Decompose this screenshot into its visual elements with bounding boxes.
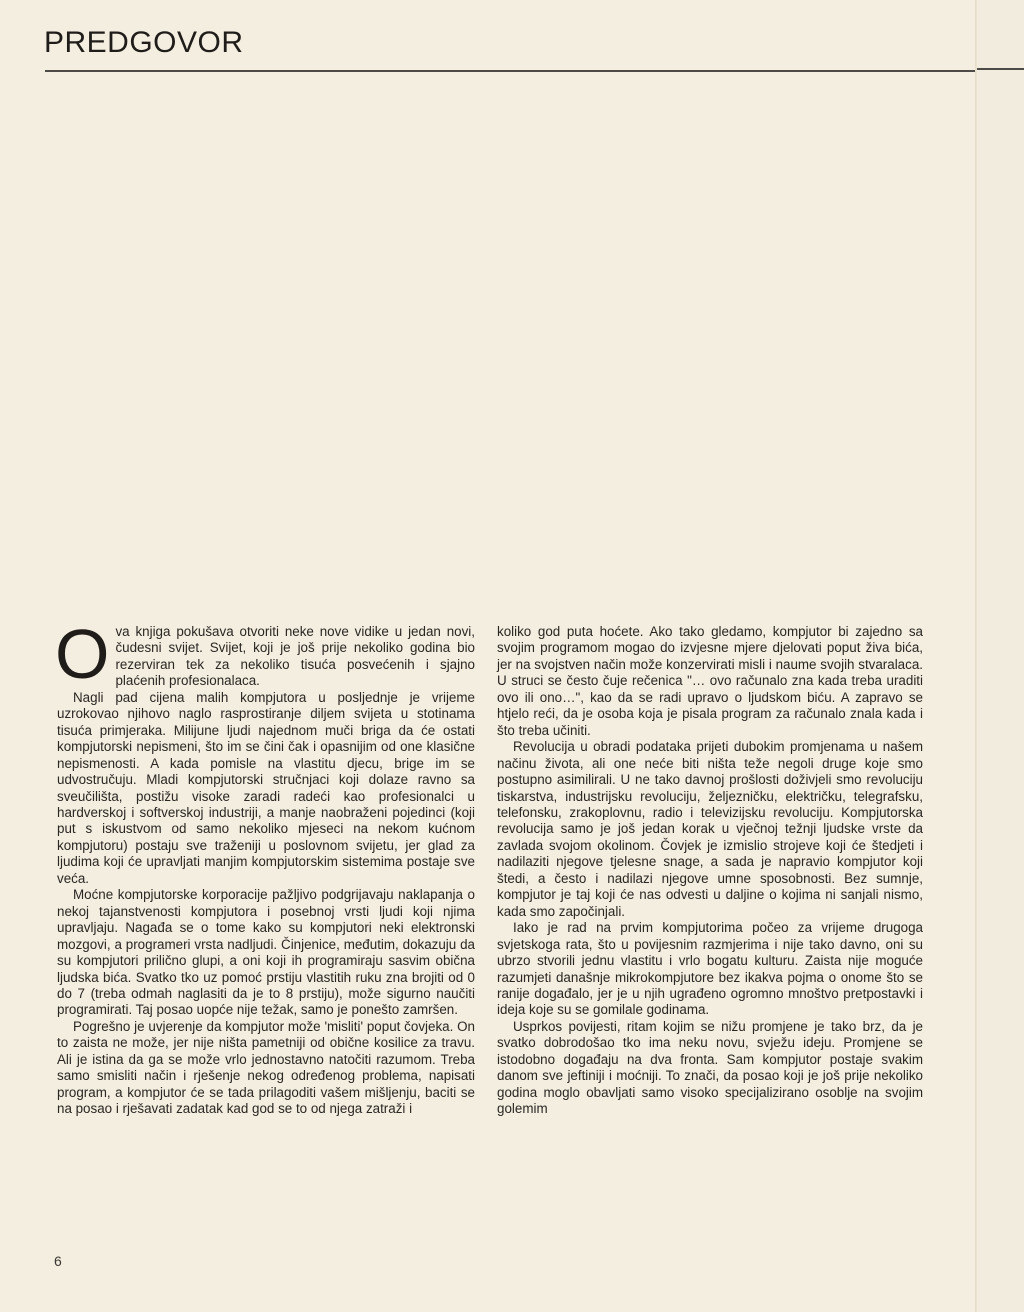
page-gutter xyxy=(975,0,977,1312)
paragraph xyxy=(55,615,475,693)
paragraph: Usprkos povijesti, ritam kojim se nižu promjene je tako brz, da je svatko dobrodošao tko ima neku novu, svježu ideju. Promjene se istodobno događaju na dva fronta. Sam kompjutor postaje svakim danom sve jeftiniji i moćniji. To znači, da posao koji je još prije nekoliko godina moglo obavljati samo visoko specijalizirano osoblje na svojim golemim xyxy=(497,1018,923,1117)
paragraph: Revolucija u obradi podataka prijeti dubokim promjenama u našem načinu života, ali one neće biti ništa teže negoli druge koje smo postupno asimilirali. U ne tako davnoj prošlosti doživjeli smo revoluciju tiskarstva, industrijsku revoluciju, željezničku, električku, telegrafsku, telefonsku, zrakoplovnu, radio i televizijsku revoluciju. Kompjutorska revolucija samo je još jedan korak u vječnoj težnji ljudske vrste da zavlada svojom okolinom. Čovjek je izmislio strojeve koji će štedjeti i nadilaziti njegove tjelesne snage, a sada je napravio kompjutor koji štedi, a često i nadilazi njegove umne sposobnosti. Bez sumnje, kompjutor je taj koji će nas odvesti u daljine o kojima ni sanjali nismo, kada smo započinjali. xyxy=(497,739,923,919)
chapter-title: PREDGOVOR xyxy=(44,26,244,59)
paragraph: Iako je rad na prvim kompjutorima počeo za vrijeme drugoga svjetskoga rata, što u povijesnim razmjerima i nije tako davno, oni su ubrzo stvorili jednu vlastitu i vrlo bogatu kulturu. Zaista nije moguće razumjeti današnje mikrokompjutore bez ikakva pojma o onome što se ranije događalo, jer je u njih ugrađeno ogromno mnoštvo pretpostavki i ideja koje su se gomilale godinama. xyxy=(497,920,923,1018)
page-number: 6 xyxy=(54,1253,62,1269)
paragraph: Moćne kompjutorske korporacije pažljivo podgrijavaju naklapanja o nekoj tajanstvenosti kompjutora i posebnoj vrsti ljudi koji njima upravljaju. Nagađa se o tome kako su kompjutori neki elektronski mozgovi, a programeri vrsta nadljudi. Činjenice, međutim, dokazuju da su kompjutori prilično glupi, a oni koji ih programiraju sasvim obična ljudska bića. Svatko tko uz pomoć prstiju vlastitih ruku zna brojiti od 0 do 7 (treba odmah naglasiti da je to 8 prstiju), može sigurno naučiti programirati. Taj posao uopće nije težak, samo je ponešto zamršen. xyxy=(57,887,475,1018)
paragraph: Nagli pad cijena malih kompjutora u posljednje je vrijeme uzrokovao njihovo naglo rasprostiranje diljem svijeta u stotinama tisuća primjeraka. Milijune ljudi najednom muči briga da će ostati kompjutorski nepismeni, što im se čini čak i opasnijim od one klasične nepismenosti. A kada pomisle na vlastitu djecu, brige im se udvostručuju. Mladi kompjutorski stručnjaci koji dolaze ravno sa sveučilišta, postižu visoke zaradi radeći kao profesionalci u hardverskoj i softverskoj industriji, a manje naobraženi pojedinci (koji put s iskustvom od samo nekoliko mjeseci na nekom kućnom kompjutoru) postaju sve traženiji u poslovnom svijetu, jer glad za ljudima koji će upravljati manjim kompjutorskim sistemima postaje sve veća. xyxy=(57,689,475,886)
left-column xyxy=(55,615,475,1118)
drop-cap: O xyxy=(55,615,110,693)
paragraph-text: va knjiga pokušava otvoriti neke nove vidike u jedan novi, čudesni svijet. Svijet, koji je još prije nekoliko godina bio rezerviran tek za nekoliko tisuća posvećenih i sjajno plaćenih profesionalaca. xyxy=(115,624,475,689)
adjacent-page-rule xyxy=(977,68,1024,70)
right-column xyxy=(497,624,923,1118)
paragraph: koliko god puta hoćete. Ako tako gledamo, kompjutor bi zajedno sa svojim programom mogao do izvjesne mjere djelovati poput živa bića, jer na svojstven način može konzervirati misli i naume svojih stvaralaca. U struci se često čuje rečenica "… ovo računalo zna kada treba uraditi ovo ili ono…", kao da se radi upravo o ljudskom biću. A zapravo se htjelo reći, da je osoba koja je pisala program za računalo znala kada i što treba učiniti. xyxy=(497,624,923,738)
title-rule xyxy=(45,70,975,72)
paragraph: Pogrešno je uvjerenje da kompjutor može 'misliti' poput čovjeka. On to zaista ne može, jer nije ništa pametniji od obične kosilice za travu. Ali je istina da ga se može vrlo jednostavno natočiti razumom. Treba samo smisliti način i rješenje nekog određenog problema, napisati program, a kompjutor će se tada prilagoditi vašem mišljenju, baciti se na posao i rješavati zadatak kad god se to od njega zatraži i xyxy=(57,1018,475,1117)
adjacent-page-edge xyxy=(977,0,1024,1312)
